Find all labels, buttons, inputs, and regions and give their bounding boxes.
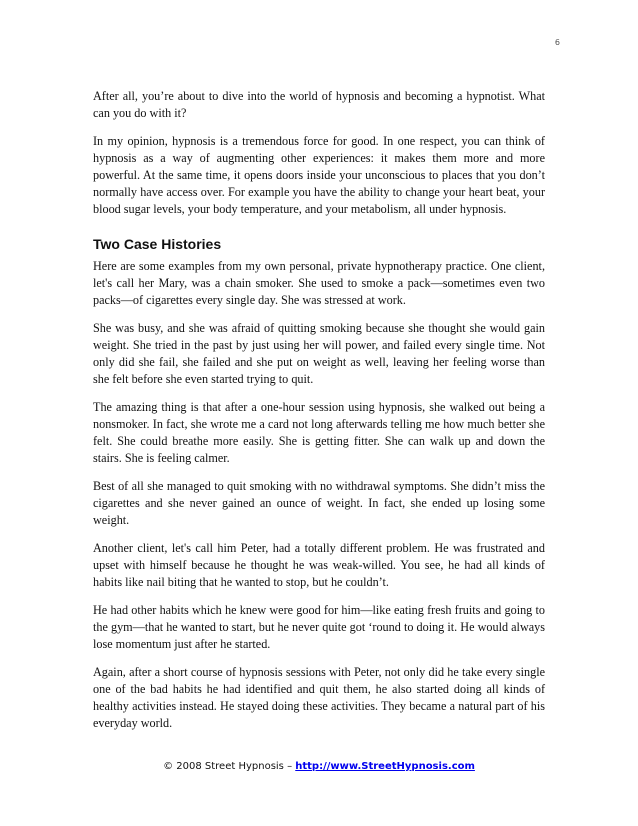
paragraph: He had other habits which he knew were good for him—like eating fresh fruits and going to the gym—that he wanted to start, but he never quite got ‘round to doing it. He would always lose momentum just after he started. — [93, 603, 545, 651]
paragraph: After all, you’re about to dive into the world of hypnosis and becoming a hypnotist. What can you do with it? — [93, 89, 545, 120]
paragraph: She was busy, and she was afraid of quitting smoking because she thought she would gain weight. She tried in the past by just using her will power, and failed every single time. Not only did she fail, she failed and she put on weight as well, leaving her feeling worse than she felt before she even started trying to quit. — [93, 321, 545, 386]
paragraph: The amazing thing is that after a one-hour session using hypnosis, she walked out being a nonsmoker. In fact, she wrote me a card not long afterwards telling me how much better she felt. She could breathe more easily. She is getting fitter. She can walk up and down the stairs. She is feeling calmer. — [93, 400, 545, 465]
page-number: 6 — [554, 38, 560, 47]
footer-copyright: © 2008 Street Hypnosis – — [163, 761, 296, 772]
paragraph: In my opinion, hypnosis is a tremendous force for good. In one respect, you can think of hypnosis as a way of augmenting other experiences: it makes them more and more powerful. At the same time, it opens doors inside your unconscious to places that you don’t normally have access over. For example you have the ability to change your heart beat, your blood sugar levels, your body temperature, and your metabolism, all under hypnosis. — [93, 134, 545, 216]
page-footer — [0, 761, 638, 772]
paragraph: Again, after a short course of hypnosis sessions with Peter, not only did he take every single one of the bad habits he had identified and quit them, he also started doing all kinds of healthy activities instead. He stayed doing these activities. They became a natural part of his everyday world. — [93, 665, 545, 730]
paragraph: Here are some examples from my own personal, private hypnotherapy practice. One client, let's call her Mary, was a chain smoker. She used to smoke a pack—sometimes even two packs—of cigarettes every single day. She was stressed at work. — [93, 259, 545, 307]
paragraph: Best of all she managed to quit smoking with no withdrawal symptoms. She didn’t miss the cigarettes and she never gained an ounce of weight. In fact, she ended up losing some weight. — [93, 479, 545, 527]
footer-website-link[interactable]: http://www.StreetHypnosis.com — [295, 761, 475, 772]
paragraph: Another client, let's call him Peter, had a totally different problem. He was frustrated and upset with himself because he thought he was weak-willed. You see, he had all kinds of habits like nail biting that he wanted to stop, but he couldn’t. — [93, 541, 545, 589]
section-heading: Two Case Histories — [93, 236, 222, 252]
document-body — [93, 88, 545, 743]
